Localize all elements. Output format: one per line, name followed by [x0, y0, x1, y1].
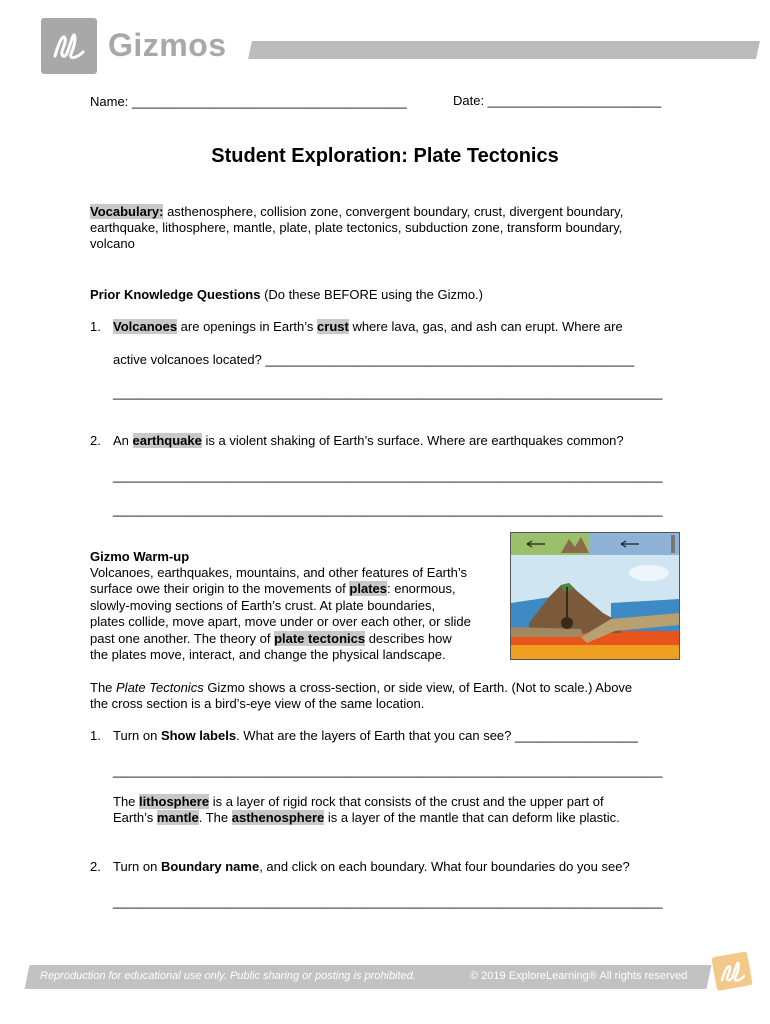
prior-knowledge-heading — [90, 286, 690, 303]
term-asthenosphere: asthenosphere — [231, 810, 325, 825]
footer-notice: Reproduction for educational use only. Public sharing or posting is prohibited. — [40, 970, 416, 982]
lithosphere-note-line-2 — [113, 809, 713, 826]
term-lithosphere: lithosphere — [139, 794, 210, 809]
note-text: The — [113, 794, 140, 809]
date-field[interactable]: Date: ________________________ — [453, 93, 662, 108]
warmup-heading: Gizmo Warm-up — [90, 549, 190, 564]
page-title: Student Exploration: Plate Tectonics — [211, 145, 559, 167]
prior-question-2 — [90, 432, 713, 449]
question-number: 1. — [90, 319, 101, 334]
term-mantle: mantle — [156, 810, 199, 825]
term-earthquake: earthquake — [132, 433, 202, 448]
warmup-text: surface owe their origin to the movements of — [90, 581, 350, 596]
q2-text-b: is a violent shaking of Earth’s surface. Where are earthquakes common? — [201, 433, 624, 448]
lithosphere-note-line-1 — [113, 793, 713, 810]
question-number: 1. — [90, 728, 101, 743]
wq2-text-a: Turn on — [113, 859, 161, 874]
term-volcanoes: Volcanoes — [113, 319, 178, 334]
question-number: 2. — [90, 859, 101, 874]
gizmo-name: Plate Tectonics — [116, 680, 204, 695]
answer-line[interactable]: active volcanoes located? ___________________________________________________ — [113, 352, 635, 367]
warmup-text: past one another. The theory of — [90, 631, 275, 646]
q1-text-b: where lava, gas, and ash can erupt. Where are — [348, 319, 623, 334]
warmup-line-4: plates collide, move apart, move under or over each other, or slide — [90, 614, 471, 629]
wq2-text-b: , and click on each boundary. What four boundaries do you see? — [259, 859, 630, 874]
gizmos-wordmark: Gizmos — [108, 27, 227, 63]
vocabulary-text-1: asthenosphere, collision zone, convergent boundary, crust, divergent boundary, — [163, 204, 624, 219]
prior-question-1 — [90, 318, 713, 335]
prior-heading-bold: Prior Knowledge Questions — [90, 287, 261, 302]
name-field[interactable]: Name: ______________________________________ — [90, 94, 407, 109]
vocabulary-line-1 — [90, 203, 690, 220]
wq1-text-a: Turn on — [113, 728, 161, 743]
gizmos-logo-icon — [41, 18, 97, 74]
note-text: Earth’s — [113, 810, 157, 825]
warmup-text: : enormous, — [386, 581, 456, 596]
show-labels-term: Show labels — [160, 728, 237, 743]
warmup-question-2 — [90, 858, 713, 875]
answer-line[interactable]: ____________________________________________________________________________ — [113, 763, 663, 778]
term-plate-tectonics: plate tectonics — [274, 631, 366, 646]
vocabulary-label: Vocabulary: — [90, 204, 164, 219]
warmup-line-1: Volcanoes, earthquakes, mountains, and other features of Earth’s — [90, 565, 467, 580]
prior-heading-rest: (Do these BEFORE using the Gizmo.) — [260, 287, 483, 302]
term-crust: crust — [317, 319, 349, 334]
term-plates: plates — [349, 581, 387, 596]
answer-line[interactable]: ____________________________________________________________________________ — [113, 468, 663, 483]
vocabulary-line-3: volcano — [90, 236, 135, 251]
answer-line[interactable]: ____________________________________________________________________________ — [113, 502, 663, 517]
warmup-text: describes how — [365, 631, 452, 646]
answer-line[interactable]: ____________________________________________________________________________ — [113, 385, 663, 400]
warmup-question-1 — [90, 727, 713, 744]
gizmo-description-line-1 — [90, 679, 690, 696]
note-text: is a layer of the mantle that can deform like plastic. — [324, 810, 620, 825]
desc-text: Gizmo shows a cross-section, or side view, of Earth. (Not to scale.) Above — [203, 680, 633, 695]
boundary-name-term: Boundary name — [160, 859, 260, 874]
footer-copyright: © 2019 ExploreLearning® All rights reserved — [470, 970, 688, 982]
wq1-text-b: . What are the layers of Earth that you can see? _________________ — [236, 728, 638, 743]
header-bar — [248, 41, 760, 59]
vocabulary-line-2: earthquake, lithosphere, mantle, plate, plate tectonics, subduction zone, transform boundary, — [90, 220, 623, 235]
note-text: is a layer of rigid rock that consists of the crust and the upper part of — [209, 794, 604, 809]
warmup-line-6: the plates move, interact, and change the physical landscape. — [90, 647, 446, 662]
q1-text-a: are openings in Earth’s — [177, 319, 318, 334]
explorelearning-logo-icon — [710, 948, 756, 994]
gizmo-description-line-2: the cross section is a bird’s-eye view of the same location. — [90, 696, 425, 711]
warmup-line-3: slowly-moving sections of Earth’s crust. At plate boundaries, — [90, 598, 436, 613]
desc-text: The — [90, 680, 117, 695]
q2-text-a: An — [113, 433, 133, 448]
plate-tectonics-figure — [510, 532, 680, 660]
note-text: . The — [198, 810, 232, 825]
answer-line[interactable]: ____________________________________________________________________________ — [113, 894, 663, 909]
question-number: 2. — [90, 433, 101, 448]
